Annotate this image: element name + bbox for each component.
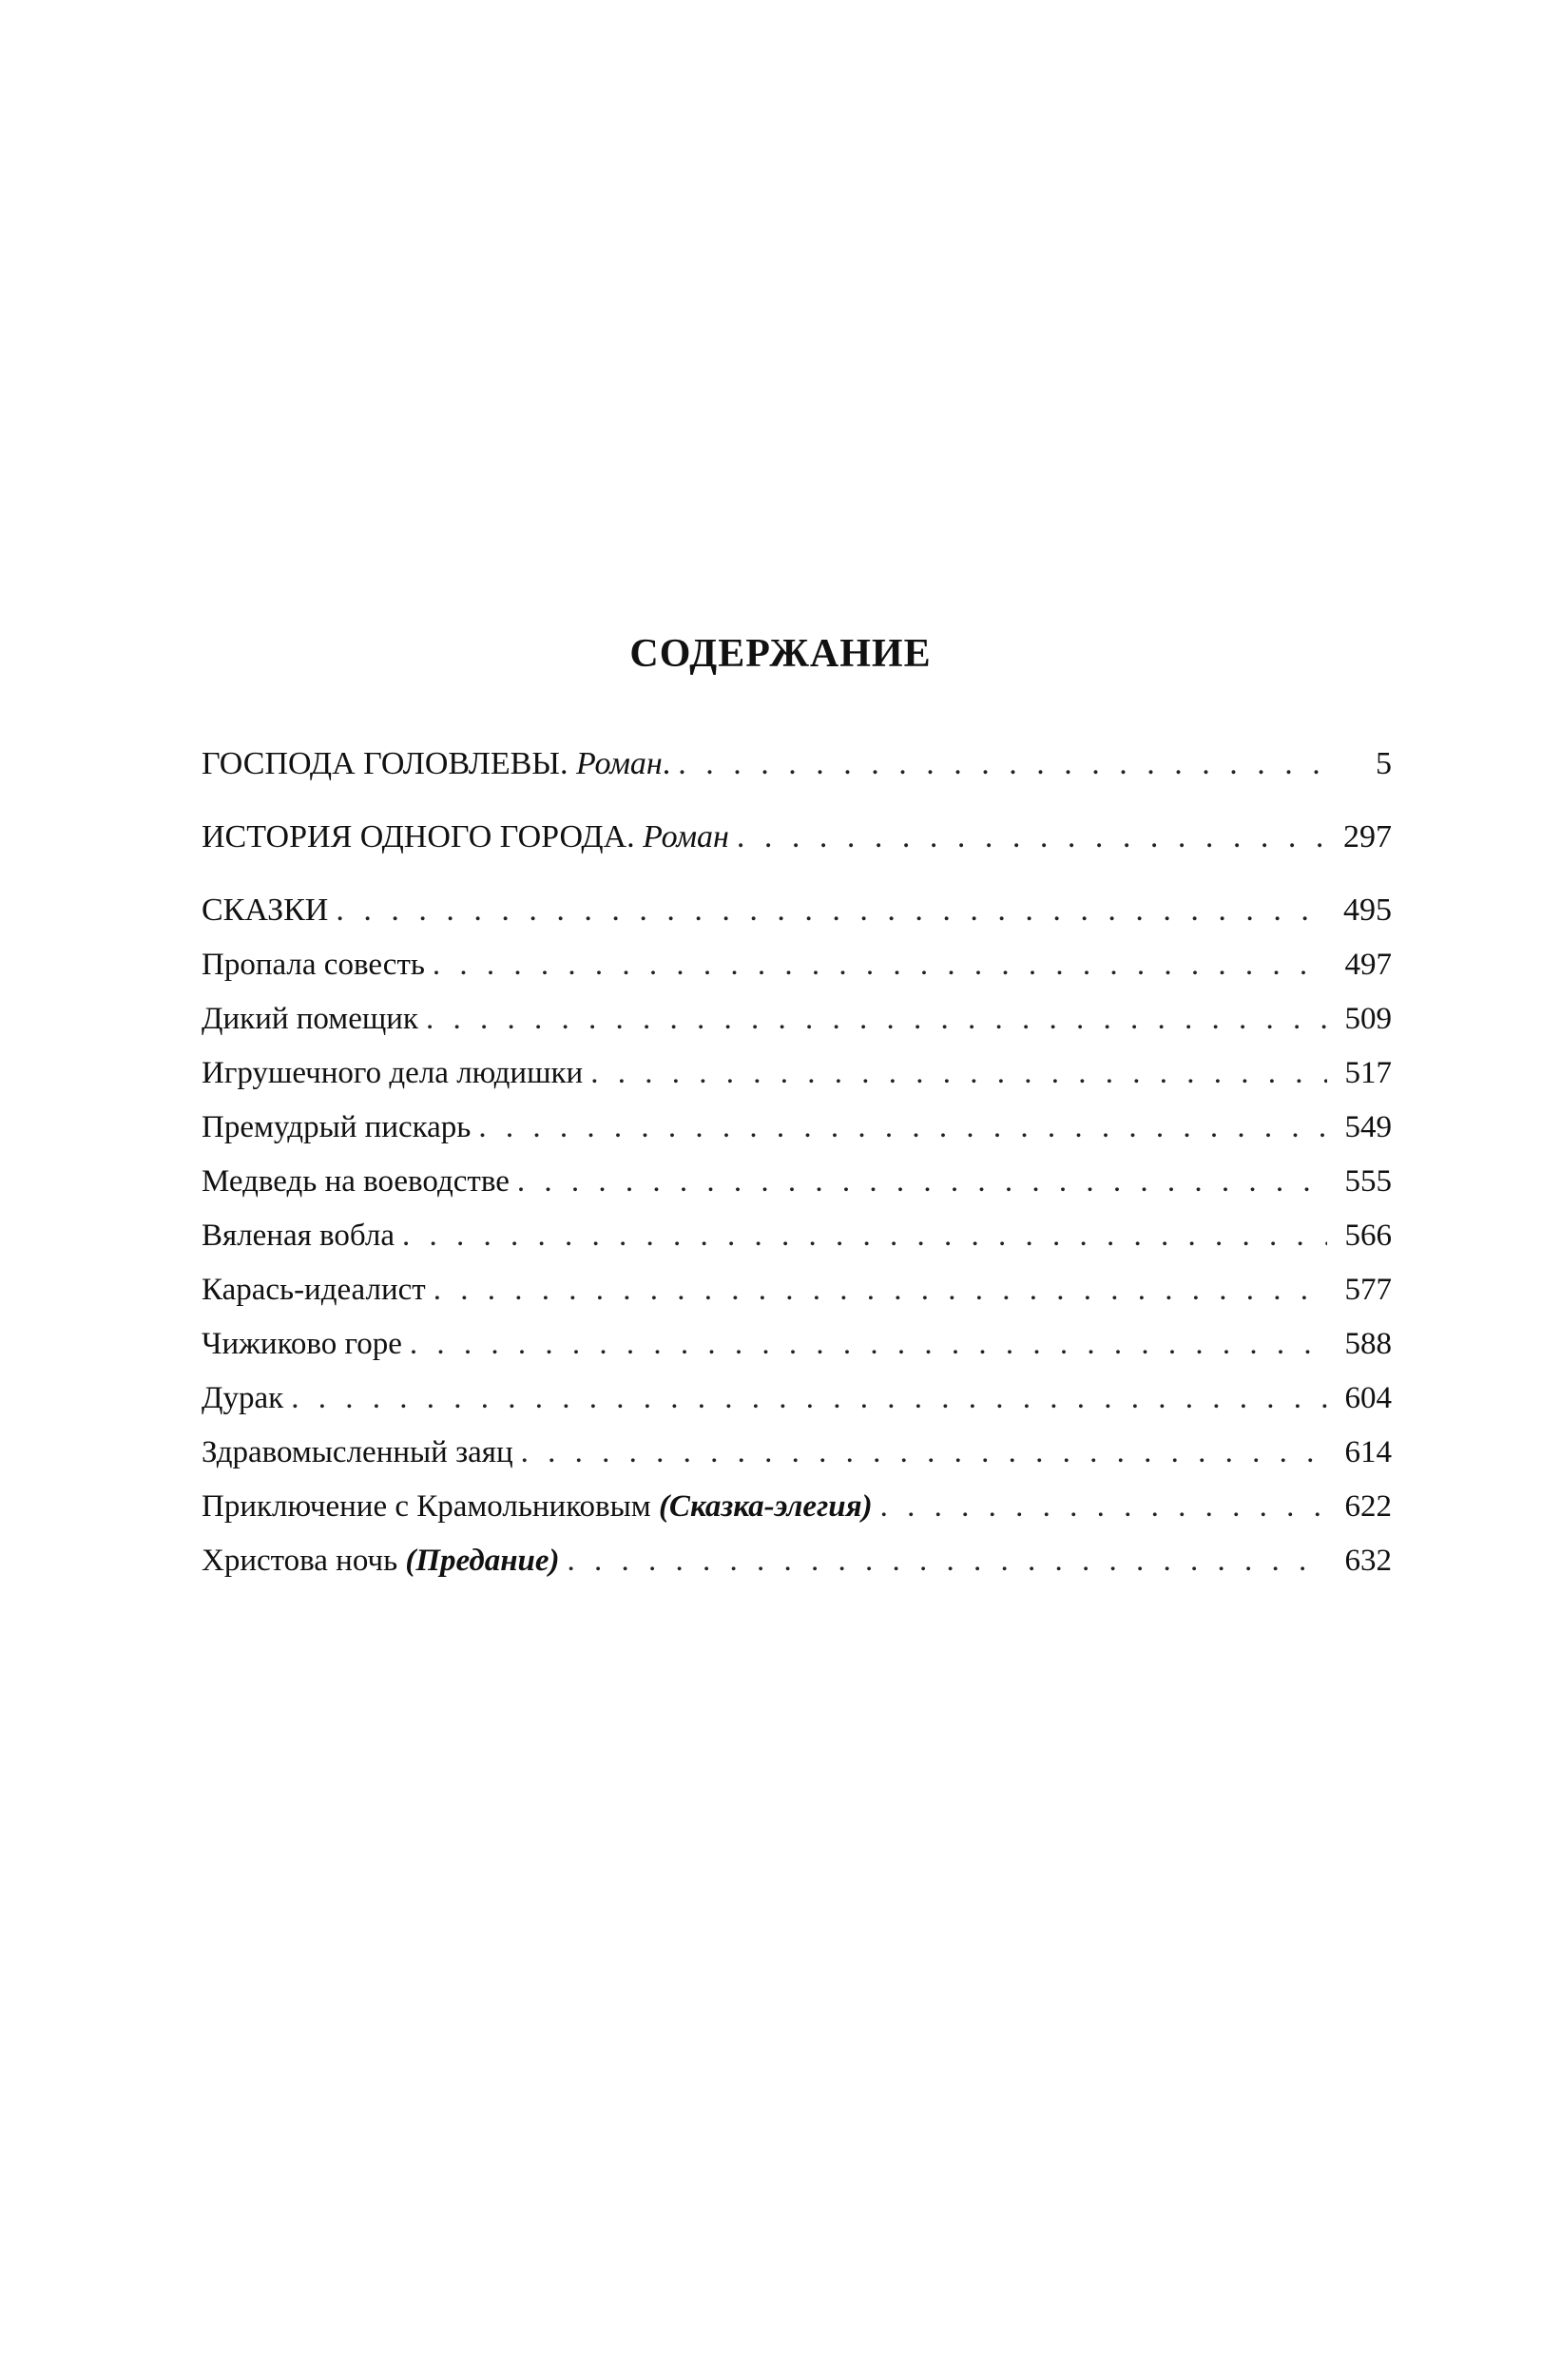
toc-entry-page: 555 — [1344, 1164, 1392, 1199]
toc-entry — [202, 884, 1392, 938]
toc-entry-subtitle: (Предание) — [405, 1544, 560, 1578]
dot-leader — [434, 1263, 1327, 1316]
toc-entry — [202, 938, 1392, 992]
toc-entry-page: 588 — [1344, 1327, 1392, 1361]
toc-entry-title: Вяленая вобла — [202, 1219, 395, 1253]
toc-entry-genre: Роман — [643, 819, 729, 854]
toc-entry-page: 297 — [1343, 819, 1392, 854]
toc-entry-page: 497 — [1344, 948, 1392, 982]
toc-entry-page: 517 — [1344, 1056, 1392, 1090]
toc-entry-title: Дурак — [202, 1381, 284, 1415]
toc-entry-page: 495 — [1343, 892, 1392, 928]
toc-entry — [202, 1046, 1392, 1101]
toc-entry — [202, 1263, 1392, 1317]
dot-leader — [590, 1046, 1327, 1100]
toc-entry-title: Чижиково горе — [202, 1327, 402, 1361]
dot-leader — [678, 738, 1327, 791]
toc-entry-page: 549 — [1344, 1110, 1392, 1144]
dot-leader — [478, 1101, 1327, 1154]
toc-entry-title: Здравомысленный заяц — [202, 1435, 513, 1469]
toc-entry — [202, 1426, 1392, 1480]
toc-entry — [202, 738, 1392, 792]
toc-entry-genre: Роман — [575, 746, 663, 781]
toc-entry-title: СКАЗКИ — [202, 892, 329, 928]
toc-entry — [202, 992, 1392, 1046]
toc-entry-title: Пропала совесть — [202, 948, 425, 982]
toc-entry-page: 577 — [1344, 1273, 1392, 1307]
toc-entry — [202, 1480, 1392, 1534]
toc-entry-title: Карась-идеалист — [202, 1273, 426, 1307]
dot-leader — [737, 811, 1327, 864]
dot-leader — [521, 1426, 1327, 1479]
toc-entry-page: 509 — [1344, 1002, 1392, 1036]
toc-entry-page: 5 — [1376, 746, 1392, 781]
page-title: СОДЕРЖАНИЕ — [629, 632, 932, 676]
toc-entry — [202, 1155, 1392, 1209]
toc-entry-page: 622 — [1344, 1489, 1392, 1524]
toc-entry — [202, 1101, 1392, 1155]
table-of-contents — [202, 738, 1392, 1588]
toc-entry-title: Приключение с Крамольниковым (Сказка-элегия) — [202, 1489, 873, 1524]
toc-entry — [202, 1534, 1392, 1588]
toc-entry — [202, 1317, 1392, 1372]
dot-leader — [880, 1480, 1327, 1533]
toc-entry-title: ГОСПОДА ГОЛОВЛЕВЫ. Роман. — [202, 746, 671, 781]
toc-entry-title: ИСТОРИЯ ОДНОГО ГОРОДА. Роман — [202, 819, 729, 854]
toc-entry-title: Дикий помещик — [202, 1002, 418, 1036]
toc-entry-page: 614 — [1344, 1435, 1392, 1469]
toc-entry-title: Премудрый пискарь — [202, 1110, 472, 1144]
dot-leader — [568, 1534, 1327, 1587]
dot-leader — [433, 938, 1327, 991]
toc-entry-title: Христова ночь (Предание) — [202, 1544, 560, 1578]
toc-entry-page: 566 — [1344, 1219, 1392, 1253]
toc-entry — [202, 1372, 1392, 1426]
dot-leader — [402, 1209, 1327, 1262]
dot-leader — [410, 1317, 1327, 1371]
toc-entry-page: 632 — [1344, 1544, 1392, 1578]
toc-entry-page: 604 — [1344, 1381, 1392, 1415]
toc-entry-title: Медведь на воеводстве — [202, 1164, 510, 1199]
dot-leader — [426, 992, 1327, 1046]
toc-entry-subtitle: (Сказка-элегия) — [658, 1489, 873, 1524]
dot-leader — [291, 1372, 1327, 1425]
dot-leader — [517, 1155, 1327, 1208]
toc-entry — [202, 811, 1392, 865]
toc-entry-title: Игрушечного дела людишки — [202, 1056, 584, 1090]
toc-entry — [202, 1209, 1392, 1263]
dot-leader — [336, 884, 1327, 937]
